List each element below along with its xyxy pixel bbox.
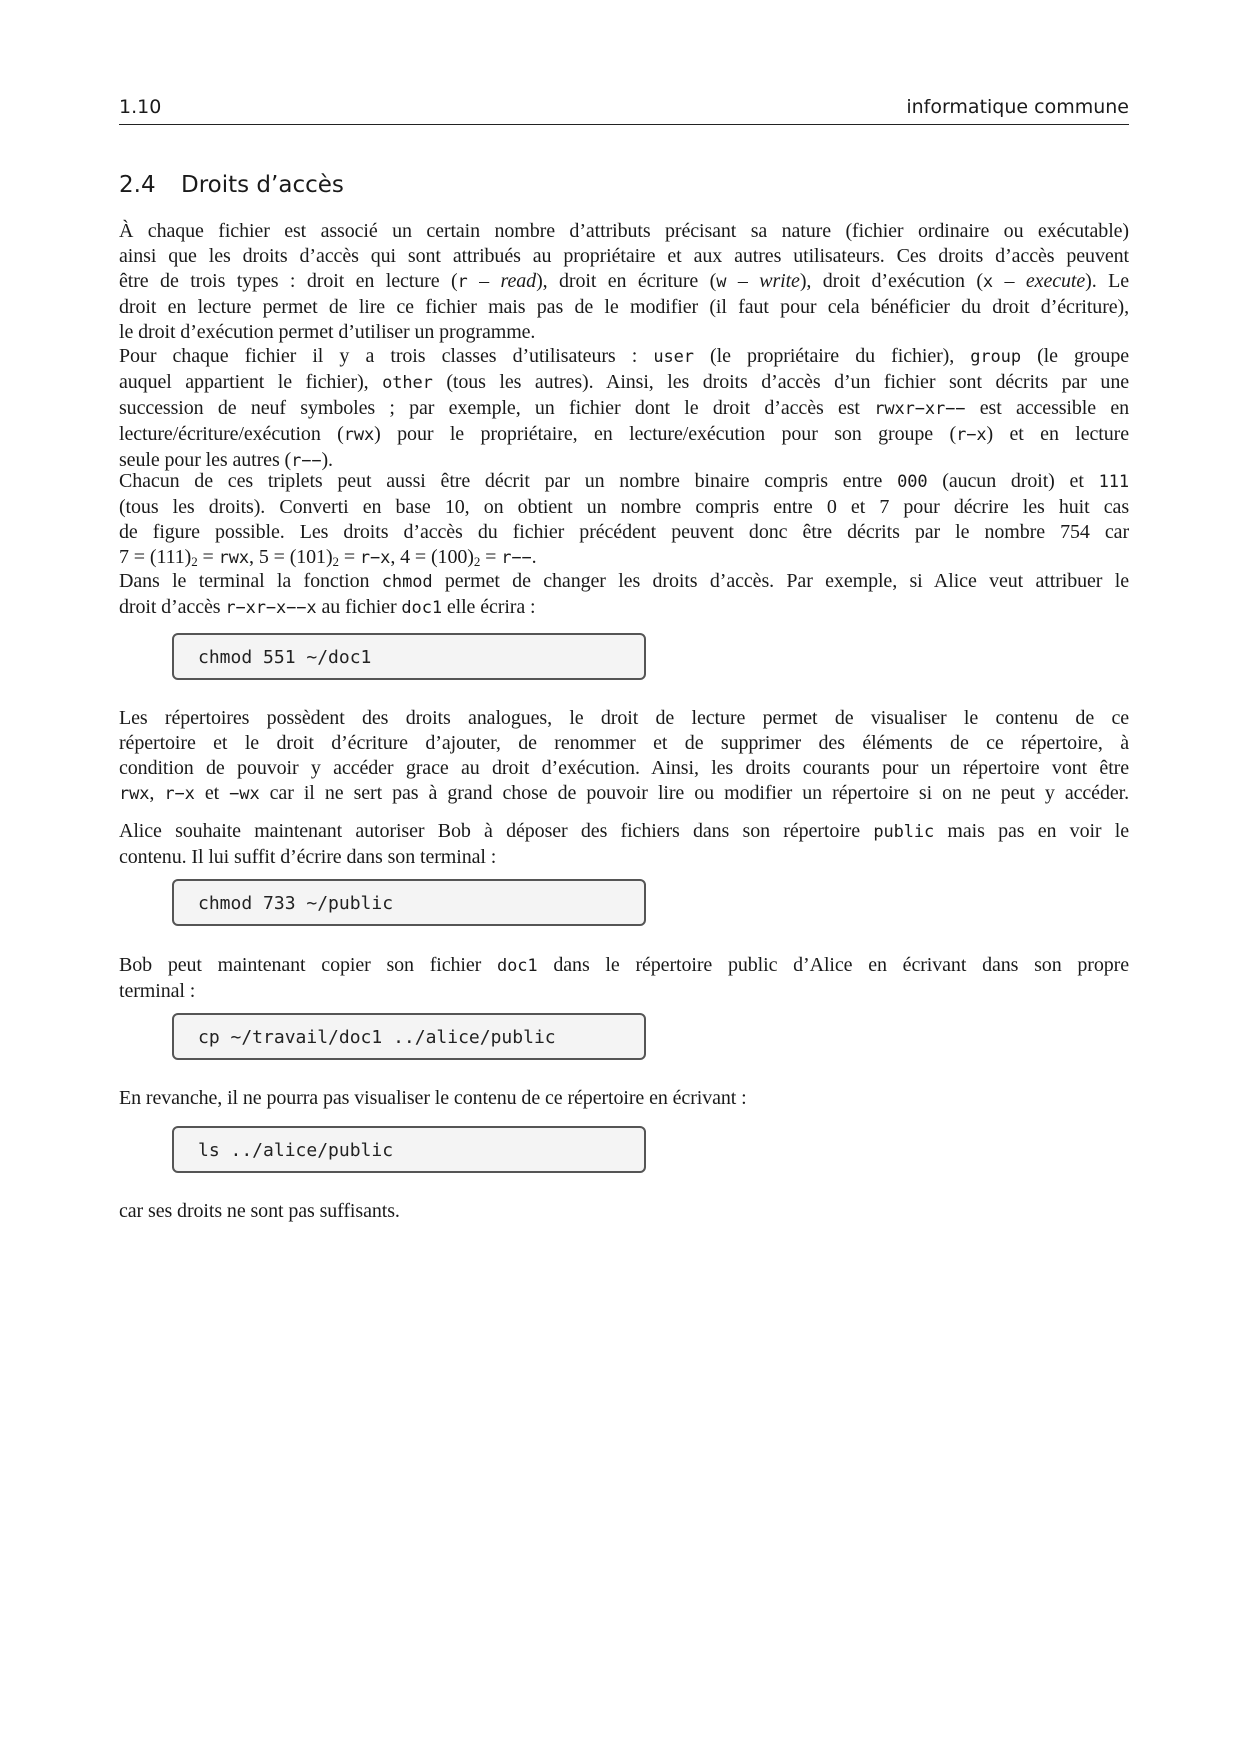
text-line: (tous les droits). Converti en base 10, on obtient un nombre compris entre 0 et 7 pour décrire les huit cas — [119, 496, 1129, 518]
code-block — [172, 879, 646, 926]
text-line: auquel appartient le fichier), other (tous les autres). Ainsi, les droits d’accès d’un fichier sont décrits par une — [119, 371, 1130, 393]
section-title — [119, 172, 344, 198]
text-line: ainsi que les droits d’accès qui sont attribués au propriétaire et aux autres utilisateurs. Ces droits d’accès peuvent — [119, 245, 1129, 267]
text-line: répertoire et le droit d’écriture d’ajouter, de renommer et de supprimer des éléments de ce répertoire, à — [119, 732, 1129, 754]
paragraph-conclusion — [119, 1199, 1129, 1224]
paragraph-chmod — [119, 569, 1129, 621]
text-line: Bob peut maintenant copier son fichier doc1 dans le répertoire public d’Alice en écrivant dans son propre — [119, 954, 1129, 976]
text-line: rwx, r−x et −wx car il ne sert pas à grand chose de pouvoir lire ou modifier un répertoire si on ne peut y accéder. — [119, 782, 1129, 804]
text-line: être de trois types : droit en lecture (r – read), droit en écriture (w – write), droit d’exécution (x – execute). Le — [119, 270, 1129, 292]
text-line: Chacun de ces triplets peut aussi être décrit par un nombre binaire compris entre 000 (aucun droit) et 111 — [119, 470, 1129, 492]
page-header — [119, 96, 1129, 125]
code-text: ls ../alice/public — [198, 1140, 394, 1161]
text-line: Les répertoires possèdent des droits analogues, le droit de lecture permet de visualiser le contenu de ce — [119, 707, 1129, 729]
text-line: condition de pouvoir y accéder grace au droit d’exécution. Ainsi, les droits courants pour un répertoire vont être — [119, 757, 1129, 779]
paragraph-user-classes — [119, 344, 1129, 474]
text-line: droit d’accès r−xr−x−−x au fichier doc1 elle écrira : — [119, 596, 536, 618]
paragraph-binary-encoding — [119, 469, 1129, 571]
text-line: Dans le terminal la fonction chmod permet de changer les droits d’accès. Par exemple, si Alice veut attribuer le — [119, 570, 1129, 592]
text-line: droit en lecture permet de lire ce fichier mais pas de le modifier (il faut pour cela bénéficier du droit d’écriture), — [119, 296, 1129, 318]
text-line: lecture/écriture/exécution (rwx) pour le propriétaire, en lecture/exécution pour son groupe (r−x) et en lecture — [119, 423, 1129, 445]
text-line: succession de neuf symboles ; par exemple, un fichier dont le droit d’accès est rwxr−xr−− est accessible en — [119, 397, 1130, 419]
section-number: 2.4 — [119, 172, 156, 198]
text-line: En revanche, il ne pourra pas visualiser le contenu de ce répertoire en écrivant : — [119, 1087, 747, 1109]
text-line: Pour chaque fichier il y a trois classes d’utilisateurs : user (le propriétaire du fichier), group (le groupe — [119, 345, 1129, 367]
code-text: cp ~/travail/doc1 ../alice/public — [198, 1027, 556, 1048]
paragraph-directory-rights — [119, 706, 1129, 807]
paragraph-alice — [119, 819, 1129, 870]
text-line: seule pour les autres (r−−). — [119, 449, 333, 471]
section-title-text: Droits d’accès — [181, 172, 344, 198]
code-block — [172, 1126, 646, 1173]
text-line: contenu. Il lui suffit d’écrire dans son terminal : — [119, 846, 497, 868]
text-line: le droit d’exécution permet d’utiliser un programme. — [119, 321, 536, 343]
text-line: de figure possible. Les droits d’accès du fichier précédent peuvent donc être décrits par le nombre 754 car — [119, 521, 1129, 543]
text-line: terminal : — [119, 980, 196, 1002]
paragraph-file-attributes — [119, 219, 1129, 345]
running-title: informatique commune — [906, 96, 1129, 118]
text-line: Alice souhaite maintenant autoriser Bob à déposer des fichiers dans son répertoire public mais pas en voir le — [119, 820, 1130, 842]
paragraph-revanche — [119, 1086, 1129, 1111]
code-block — [172, 1013, 646, 1060]
code-text: chmod 551 ~/doc1 — [198, 647, 372, 668]
page-number: 1.10 — [119, 96, 162, 118]
text-line: car ses droits ne sont pas suffisants. — [119, 1200, 400, 1222]
text-line: $7 = (111)_2$ = rwx, $5 = (101)_2 = r-x$, $4 = (100)_2 = r--$. — [119, 546, 537, 569]
code-text: chmod 733 ~/public — [198, 893, 394, 914]
text-line: À chaque fichier est associé un certain nombre d’attributs précisant sa nature (fichier ordinaire ou exécutable) — [119, 220, 1129, 242]
paragraph-bob — [119, 953, 1129, 1004]
code-block — [172, 633, 646, 680]
